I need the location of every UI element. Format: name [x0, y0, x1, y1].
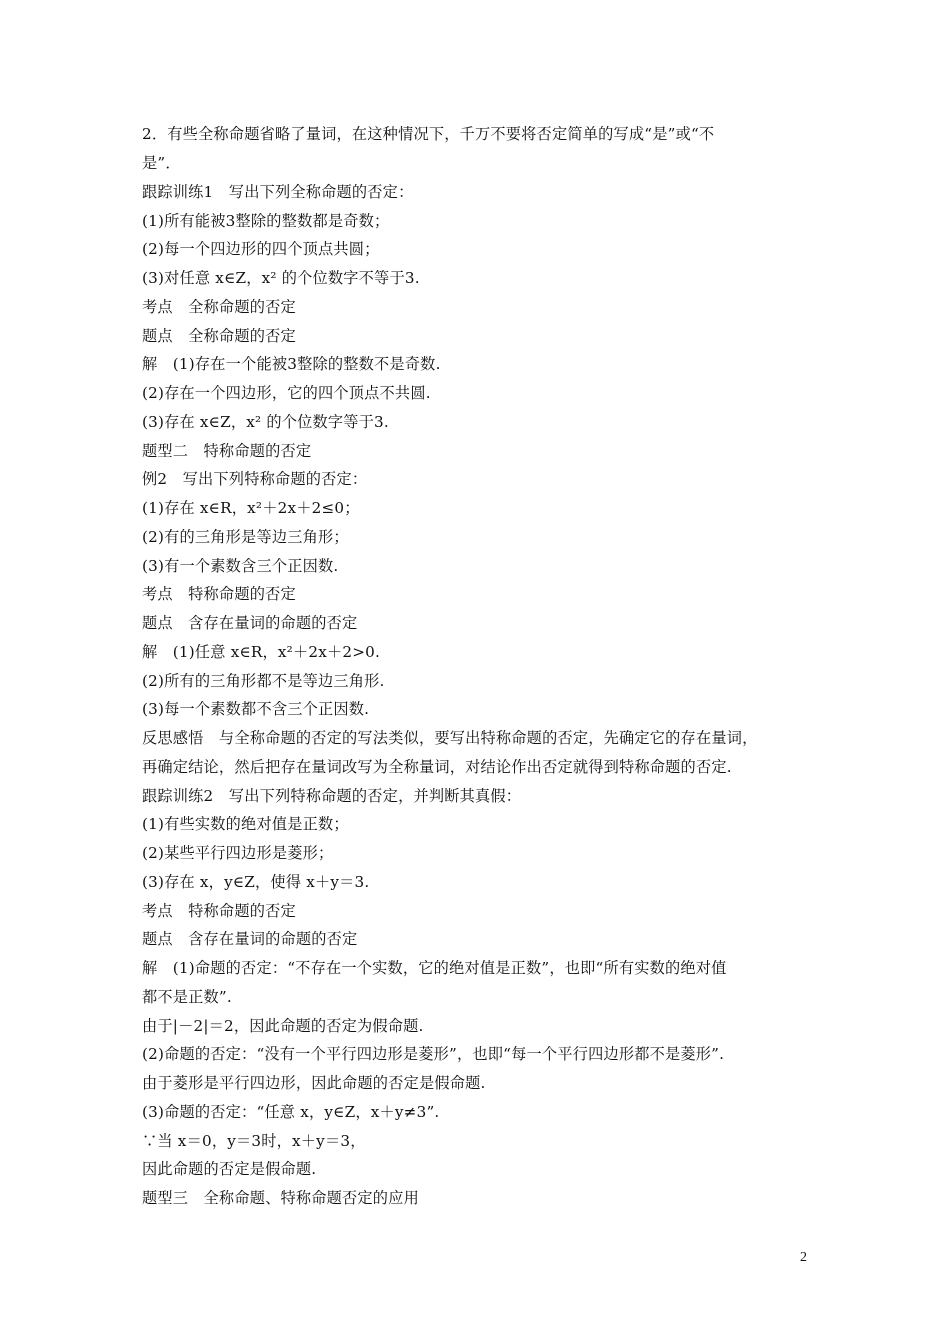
text-line: 题点 含存在量词的命题的否定	[142, 614, 358, 632]
text-line: (2)所有的三角形都不是等边三角形.	[142, 672, 385, 690]
section-heading: 题型二 特称命题的否定	[142, 442, 312, 460]
text-line: (3)每一个素数都不含三个正因数.	[142, 700, 370, 718]
text-line: (3)有一个素数含三个正因数.	[142, 557, 339, 575]
text-line: (2)命题的否定：“没有一个平行四边形是菱形”，也即“每一个平行四边形都不是菱形”.	[142, 1045, 725, 1063]
text-line: ∵当 x＝0，y＝3时，x＋y＝3，	[142, 1132, 366, 1150]
text-line: 由于|－2|＝2，因此命题的否定为假命题.	[142, 1017, 424, 1035]
text-line: 题点 全称命题的否定	[142, 327, 296, 345]
text-line: (1)存在 x∈R，x²＋2x＋2≤0；	[142, 499, 360, 517]
text-line: 考点 全称命题的否定	[142, 298, 296, 316]
text-line: 都不是正数”.	[142, 988, 232, 1006]
text-line: (3)对任意 x∈Z，x² 的个位数字不等于3.	[142, 269, 420, 287]
text-line: 再确定结论，然后把存在量词改写为全称量词，对结论作出否定就得到特称命题的否定.	[142, 758, 732, 776]
text-line: 2．有些全称命题省略了量词，在这种情况下，千万不要将否定简单的写成“是”或“不	[142, 125, 715, 143]
text-line: 考点 特称命题的否定	[142, 585, 296, 603]
text-line: (1)所有能被3整除的整数都是奇数；	[142, 212, 390, 230]
text-line: 反思感悟 与全称命题的否定的写法类似，要写出特称命题的否定，先确定它的存在量词，	[142, 729, 758, 747]
text-line: 跟踪训练1 写出下列全称命题的否定：	[142, 183, 414, 201]
text-line: (2)每一个四边形的四个顶点共圆；	[142, 240, 380, 258]
text-line: 解 (1)命题的否定：“不存在一个实数，它的绝对值是正数”，也即“所有实数的绝对值	[142, 959, 727, 977]
text-line: (2)有的三角形是等边三角形；	[142, 528, 349, 546]
text-line: 题点 含存在量词的命题的否定	[142, 930, 358, 948]
text-line: 解 (1)任意 x∈R，x²＋2x＋2>0.	[142, 643, 381, 661]
text-line: 考点 特称命题的否定	[142, 902, 296, 920]
text-line: 跟踪训练2 写出下列特称命题的否定，并判断其真假：	[142, 787, 522, 805]
page-number: 2	[800, 1250, 807, 1265]
section-heading: 题型三 全称命题、特称命题否定的应用	[142, 1189, 419, 1207]
text-line: (2)存在一个四边形，它的四个顶点不共圆.	[142, 384, 431, 402]
text-line: 是”．	[142, 154, 181, 172]
text-line: 解 (1)存在一个能被3整除的整数不是奇数.	[142, 355, 441, 373]
text-line: 由于菱形是平行四边形，因此命题的否定是假命题.	[142, 1074, 486, 1092]
text-line: 例2 写出下列特称命题的否定：	[142, 470, 368, 488]
text-line: (3)命题的否定：“任意 x，y∈Z，x＋y≠3”.	[142, 1103, 440, 1121]
text-line: (2)某些平行四边形是菱形；	[142, 844, 334, 862]
text-line: (3)存在 x，y∈Z，使得 x＋y＝3.	[142, 873, 370, 891]
text-line: (1)有些实数的绝对值是正数；	[142, 815, 349, 833]
text-line: (3)存在 x∈Z，x² 的个位数字等于3.	[142, 413, 389, 431]
text-line: 因此命题的否定是假命题.	[142, 1160, 317, 1178]
